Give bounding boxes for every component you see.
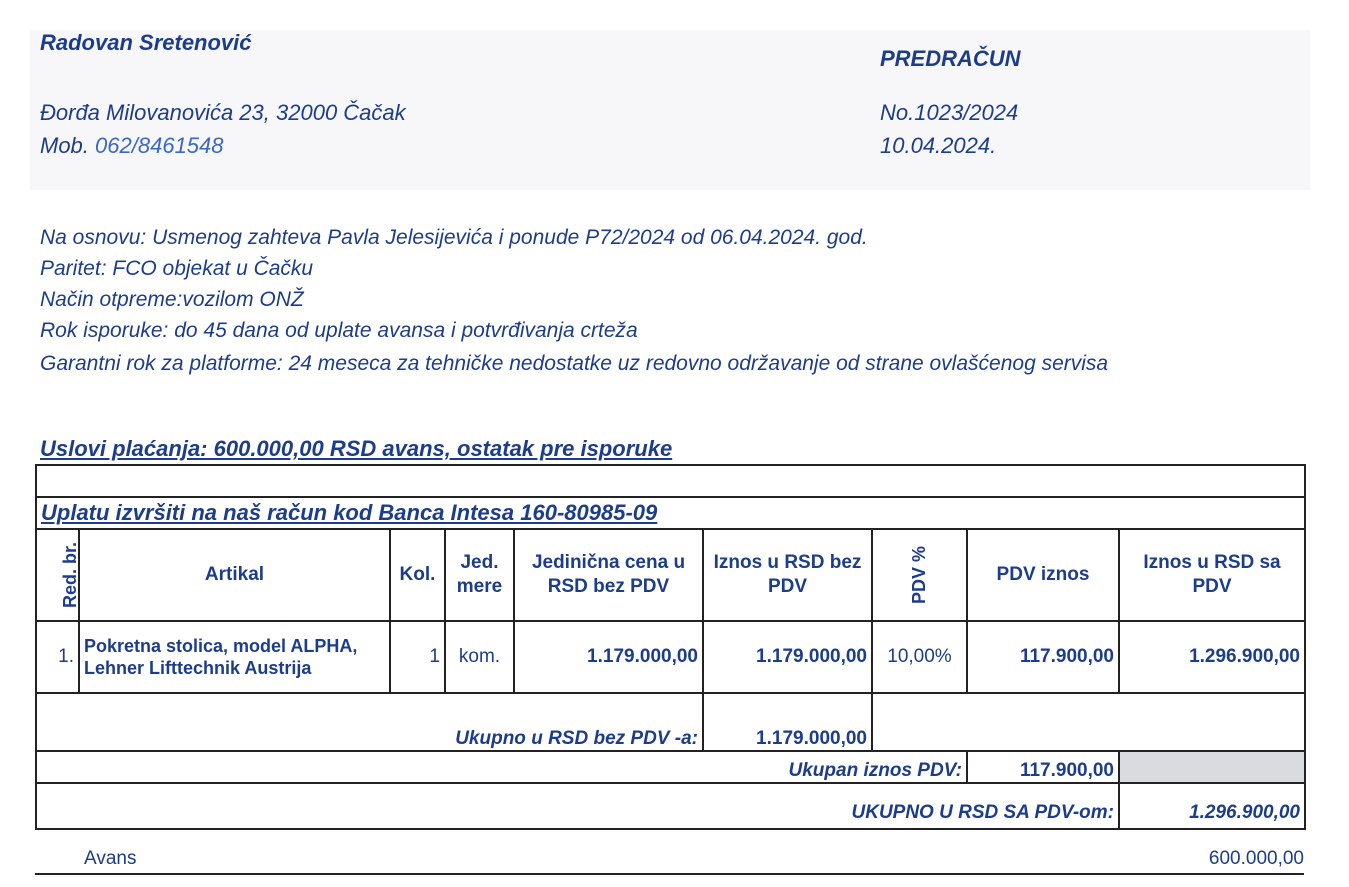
terms-shipping: Način otpreme:vozilom ONŽ — [40, 288, 304, 311]
sender-mobile — [40, 133, 224, 159]
invoice-table — [35, 464, 1306, 830]
sender-address: Đorđa Milovanovića 23, 32000 Čačak — [40, 100, 406, 125]
header-iznos: Iznos u RSD bez PDV — [703, 529, 872, 621]
terms-warranty: Garantni rok za platforme: 24 meseca za tehničke nedostatke uz redovno održavanje od strane ovlašćenog servisa — [40, 352, 1109, 375]
bank-note: Uplatu izvršiti na naš račun kod Banca Intesa 160-80985-09 — [36, 497, 1305, 529]
document-date: 10.04.2024. — [880, 133, 997, 158]
blank-row — [36, 465, 1305, 497]
header-ukupno: Iznos u RSD sa PDV — [1119, 529, 1305, 621]
header-artikal: Artikal — [79, 529, 390, 621]
cell-jm: kom. — [445, 621, 514, 693]
terms-delivery: Rok isporuke: do 45 dana od uplate avansa i potvrđivanja crteža — [40, 319, 638, 342]
grand-total-value: 1.296.900,00 — [1119, 783, 1305, 829]
total-net-row — [36, 693, 1305, 751]
mobile-label: Mob. — [40, 133, 89, 158]
header-pdv-iznos: PDV iznos — [967, 529, 1119, 621]
header-kol: Kol. — [390, 529, 445, 621]
cell-pdv-iznos: 117.900,00 — [967, 621, 1119, 693]
avans-value: 600.000,00 — [1208, 848, 1304, 869]
avans-label: Avans — [84, 848, 137, 869]
avans-underline — [35, 873, 1304, 875]
cell-cena: 1.179.000,00 — [514, 621, 703, 693]
total-vat-row — [36, 751, 1305, 783]
table-header — [36, 529, 1305, 621]
terms-parity: Paritet: FCO objekat u Čačku — [40, 257, 314, 280]
cell-pdv-pct: 10,00% — [872, 621, 967, 693]
table-row — [36, 621, 1305, 693]
header-pdv-pct: PDV % — [872, 529, 967, 621]
cell-iznos: 1.179.000,00 — [703, 621, 872, 693]
grand-total-row — [36, 783, 1305, 829]
header-cena: Jedinična cena u RSD bez PDV — [514, 529, 703, 621]
cell-ukupno: 1.296.900,00 — [1119, 621, 1305, 693]
total-net-value: 1.179.000,00 — [703, 693, 872, 751]
bank-row — [36, 497, 1305, 529]
payment-terms: Uslovi plaćanja: 600.000,00 RSD avans, ostatak pre isporuke — [40, 436, 673, 461]
cell-kol: 1 — [390, 621, 445, 693]
header-rb: Red. br. — [36, 529, 79, 621]
document-number: No.1023/2024 — [880, 100, 1019, 125]
grand-total-label: UKUPNO U RSD SA PDV-om: — [36, 783, 1119, 829]
document-title: PREDRAČUN — [880, 46, 1021, 71]
sender-name: Radovan Sretenović — [40, 30, 252, 55]
terms-basis: Na osnovu: Usmenog zahteva Pavla Jelesijevića i ponude P72/2024 od 06.04.2024. god. — [40, 226, 868, 249]
total-vat-value: 117.900,00 — [967, 751, 1119, 783]
header-jm: Jed. mere — [445, 529, 514, 621]
cell-artikal: Pokretna stolica, model ALPHA, Lehner Lifttechnik Austrija — [79, 621, 390, 693]
mobile-number: 062/8461548 — [95, 133, 224, 158]
shaded-cell — [1119, 751, 1305, 783]
cell-rb: 1. — [36, 621, 79, 693]
total-vat-label: Ukupan iznos PDV: — [36, 751, 967, 783]
total-net-label: Ukupno u RSD bez PDV -a: — [36, 693, 703, 751]
